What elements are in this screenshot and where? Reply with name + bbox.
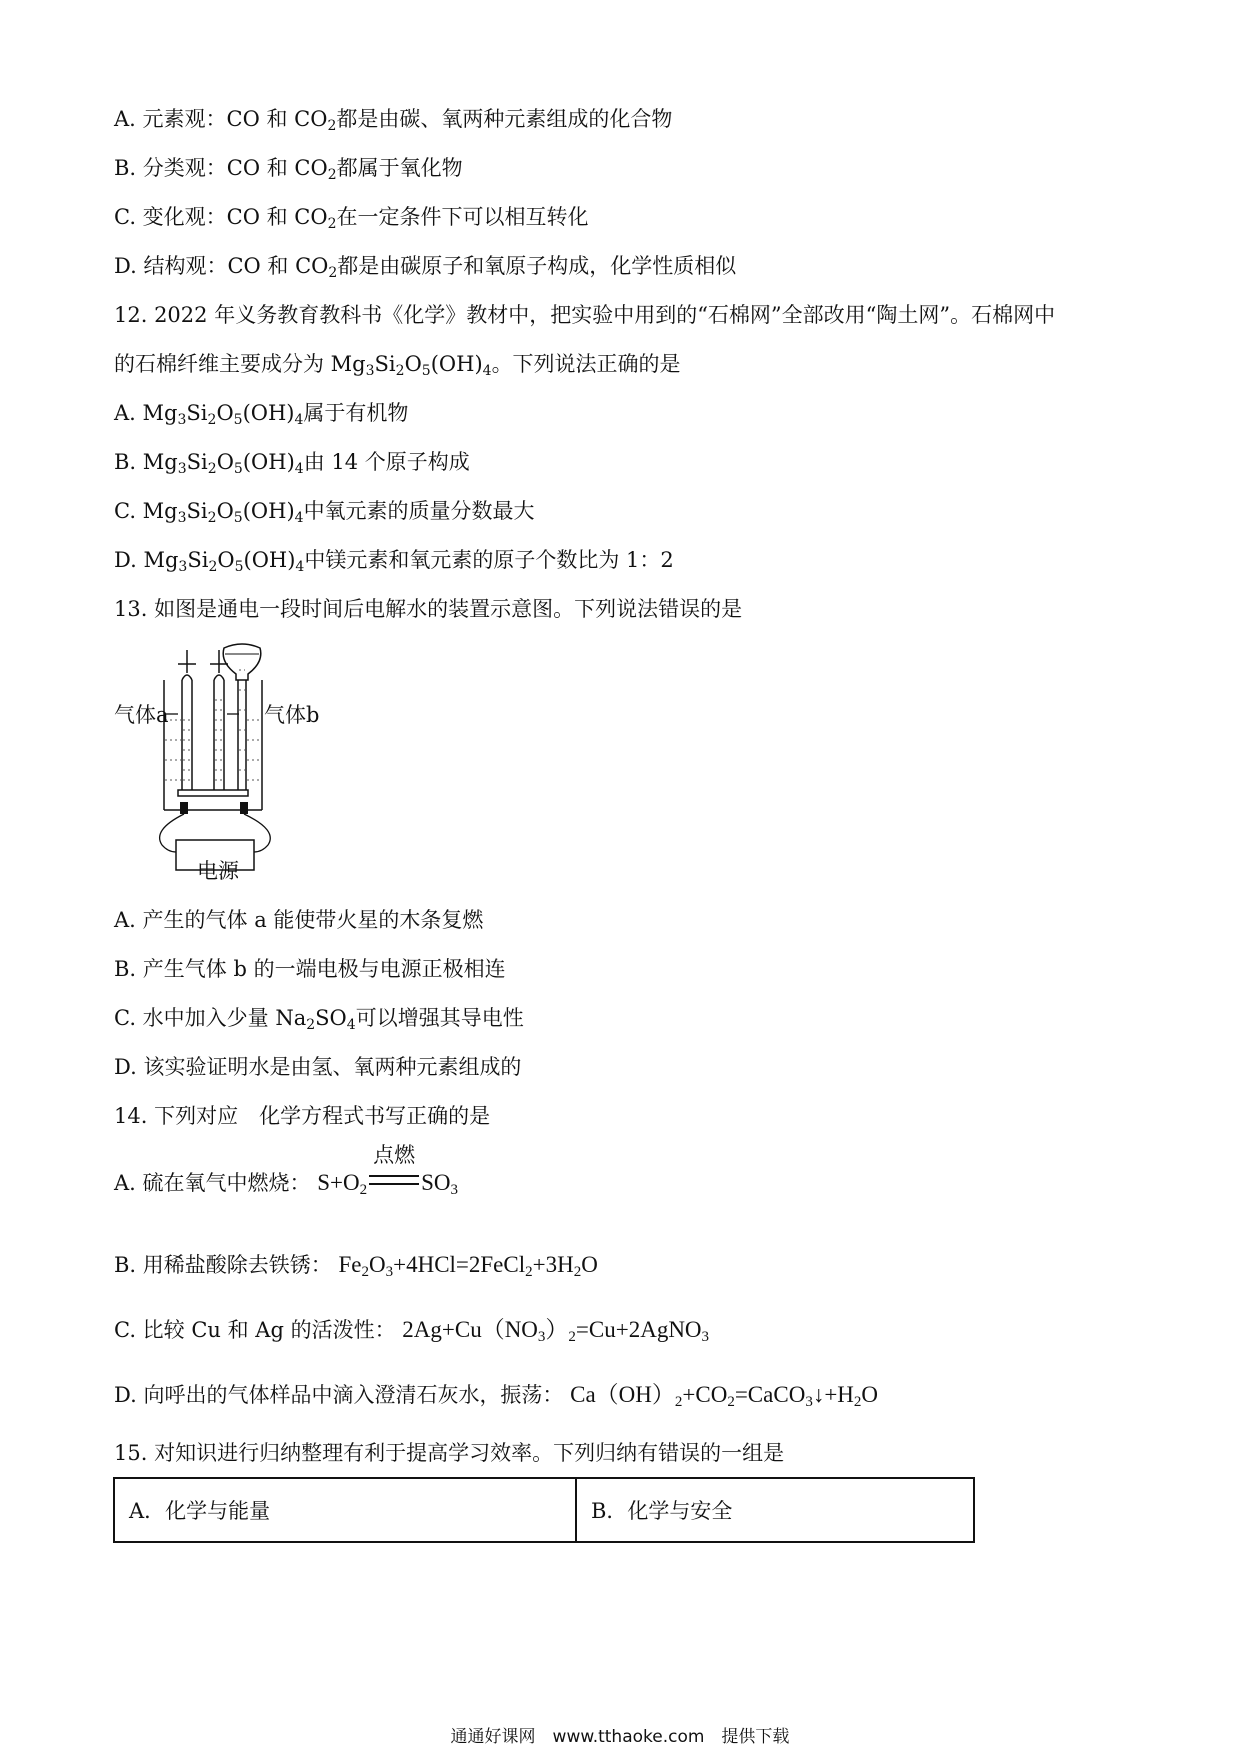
q14-option-b: B. 用稀盐酸除去铁锈： $Fe_2O_3+4HCl=2FeCl_2+3H_2O$	[114, 1252, 598, 1280]
reservoir-bulb	[223, 644, 261, 680]
right-electrode-terminal	[240, 802, 248, 814]
power-supply-label: 电源	[197, 859, 239, 883]
q12-option-a: A. $Mg_3Si_2O_5(OH)_4$属于有机物	[114, 401, 409, 428]
q11-option-c: C. 变化观：CO 和 $CO_2$在一定条件下可以相互转化	[114, 205, 589, 232]
q15-cell-a: A．化学与能量	[114, 1478, 576, 1542]
q14-stem: 14. 下列对应 化学方程式书写正确的是	[114, 1104, 491, 1128]
q13-stem: 13. 如图是通电一段时间后电解水的装置示意图。下列说法错误的是	[114, 597, 743, 621]
q13-option-c: C. 水中加入少量 $Na_2SO_4$可以增强其导电性	[114, 1006, 524, 1033]
q12-option-d: D. $Mg_3Si_2O_5(OH)_4$中镁元素和氧元素的原子个数比为 1：2	[114, 548, 674, 575]
q12-option-c: C. $Mg_3Si_2O_5(OH)_4$中氧元素的质量分数最大	[114, 499, 535, 526]
q11-option-b: B. 分类观：CO 和 $CO_2$都属于氧化物	[114, 156, 463, 183]
equation-c: $2Ag+Cu(NO_3)_2=Cu+2AgNO_3$	[402, 1317, 710, 1345]
page-footer: 通通好课网 www.tthaoke.com 提供下载	[450, 1727, 790, 1747]
q12-stem-line1: 12. 2022 年义务教育教科书《化学》教材中，把实验中用到的“石棉网”全部改用“陶土网”。石棉网中	[114, 303, 1056, 327]
q14-option-a: A. 硫在氧气中燃烧： $S+O_2$ 点燃 $SO_3$	[114, 1143, 458, 1198]
q15-stem: 15. 对知识进行归纳整理有利于提高学习效率。下列归纳有错误的一组是	[114, 1441, 785, 1465]
q11-option-a: A. 元素观：CO 和 $CO_2$都是由碳、氧两种元素组成的化合物	[114, 107, 673, 134]
q14-option-d: D. 向呼出的气体样品中滴入澄清石灰水，振荡： $Ca(OH)_2+CO_2=CaCO_3↓+H_2O$	[114, 1382, 879, 1410]
left-electrode-terminal	[180, 802, 188, 814]
gas-a-label: 气体a	[114, 703, 169, 727]
q13-option-d: D. 该实验证明水是由氢、氧两种元素组成的	[114, 1055, 522, 1079]
q14-option-c: C. 比较 Cu 和 Ag 的活泼性： $2Ag+Cu(NO_3)_2=Cu+2AgNO_3$	[114, 1317, 710, 1345]
q13-option-a: A. 产生的气体 a 能使带火星的木条复燃	[114, 908, 484, 932]
equation-d: $Ca(OH)_2+CO_2=CaCO_3↓+H_2O$	[570, 1382, 879, 1410]
equation-a: $S+O_2$ 点燃 $SO_3$	[317, 1143, 458, 1198]
electrolysis-apparatus-diagram	[112, 640, 372, 885]
q12-option-b: B. $Mg_3Si_2O_5(OH)_4$由 14 个原子构成	[114, 450, 470, 477]
equation-b: $Fe_2O_3+4HCl=2FeCl_2+3H_2O$	[338, 1252, 598, 1280]
q15-table	[113, 1477, 975, 1543]
q11-option-d: D. 结构观：CO 和 $CO_2$都是由碳原子和氧原子构成，化学性质相似	[114, 254, 737, 281]
q12-stem-line2: 的石棉纤维主要成分为 $Mg_3Si_2O_5(OH)_4$。下列说法正确的是	[114, 352, 681, 379]
q15-cell-b: B．化学与安全	[576, 1478, 974, 1542]
q13-option-b: B. 产生气体 b 的一端电极与电源正极相连	[114, 957, 506, 981]
gas-b-label: 气体b	[264, 703, 320, 727]
